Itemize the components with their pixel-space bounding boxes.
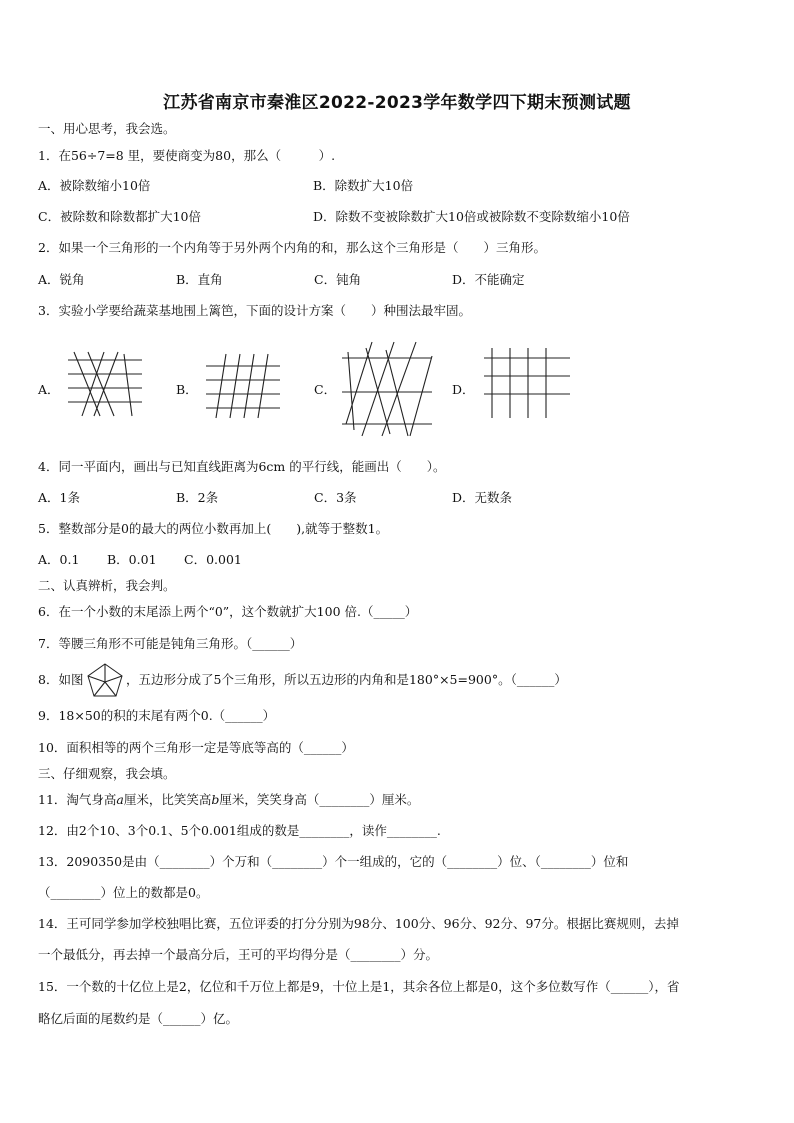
question-5-option-c[interactable]: C．0.001 bbox=[184, 552, 242, 567]
question-5-option-b[interactable]: B．0.01 bbox=[107, 552, 157, 567]
question-4-option-b[interactable]: B．2条 bbox=[176, 490, 219, 505]
fence-design-b-figure bbox=[204, 352, 282, 420]
question-4-option-d[interactable]: D．无数条 bbox=[452, 490, 513, 505]
section-1-heading: 一、用心思考，我会选。 bbox=[38, 121, 176, 136]
question-13-line-2: （________）位上的数都是0。 bbox=[38, 885, 209, 900]
fence-design-c-figure bbox=[340, 340, 434, 438]
question-2-option-a[interactable]: A．锐角 bbox=[38, 272, 85, 287]
question-1-option-d[interactable]: D．除数不变被除数扩大10倍或被除数不变除数缩小10倍 bbox=[313, 209, 630, 224]
variable-a: a bbox=[116, 792, 124, 807]
section-3-heading: 三、仔细观察，我会填。 bbox=[38, 766, 176, 781]
question-12: 12．由2个10、3个0.1、5个0.001组成的数是________，读作________. bbox=[38, 823, 441, 838]
question-3-option-a[interactable]: A． bbox=[38, 382, 60, 397]
question-2-stem: 2．如果一个三角形的一个内角等于另外两个内角的和，那么这个三角形是（ ）三角形。 bbox=[38, 240, 546, 255]
question-2-option-c[interactable]: C．钝角 bbox=[314, 272, 362, 287]
question-1-option-c[interactable]: C．被除数和除数都扩大10倍 bbox=[38, 209, 201, 224]
question-6: 6．在一个小数的末尾添上两个“0”，这个数就扩大100 倍.（_____） bbox=[38, 604, 418, 619]
fence-design-a-figure bbox=[66, 352, 144, 420]
question-4-stem: 4．同一平面内，画出与已知直线距离为6cm 的平行线，能画出（ ）。 bbox=[38, 459, 446, 474]
question-3-stem: 3．实验小学要给蔬菜基地围上篱笆，下面的设计方案（ ）种围法最牢固。 bbox=[38, 303, 471, 318]
section-2-heading: 二、认真辨析，我会判。 bbox=[38, 578, 176, 593]
variable-b: b bbox=[211, 792, 220, 807]
question-3-option-d[interactable]: D． bbox=[452, 382, 475, 397]
question-9: 9．18×50的积的末尾有两个0.（______） bbox=[38, 708, 276, 723]
question-15-line-2: 略亿后面的尾数约是（______）亿。 bbox=[38, 1011, 239, 1026]
question-15-line-1: 15．一个数的十亿位上是2，亿位和千万位上都是9，十位上是1，其余各位上都是0，这个多位数写作（______），省 bbox=[38, 979, 680, 994]
question-14-line-1: 14．王可同学参加学校独唱比赛，五位评委的打分分别为98分、100分、96分、92分、97分。根据比赛规则，去掉 bbox=[38, 916, 679, 931]
question-1-stem: 1．在56÷7=8 里，要使商变为80，那么（ ）. bbox=[38, 148, 336, 163]
question-5-option-a[interactable]: A．0.1 bbox=[38, 552, 80, 567]
question-2-option-d[interactable]: D．不能确定 bbox=[452, 272, 525, 287]
question-11-part-1: 11．淘气身高 bbox=[38, 792, 117, 807]
question-5-stem: 5．整数部分是0的最大的两位小数再加上( ),就等于整数1。 bbox=[38, 521, 389, 536]
fence-design-d-figure bbox=[480, 346, 574, 422]
question-4-option-a[interactable]: A．1条 bbox=[38, 490, 80, 505]
question-7: 7．等腰三角形不可能是钝角三角形。（______） bbox=[38, 636, 303, 651]
pentagon-figure bbox=[86, 662, 124, 698]
question-13-line-1: 13．2090350是由（________）个万和（________）个一组成的，它的（________）位、（________）位和 bbox=[38, 854, 629, 869]
question-2-option-b[interactable]: B．直角 bbox=[176, 272, 223, 287]
question-3-option-c[interactable]: C． bbox=[314, 382, 337, 397]
question-1-option-a[interactable]: A．被除数缩小10倍 bbox=[38, 178, 151, 193]
question-11-part-2: 厘米，比笑笑高 bbox=[123, 792, 212, 807]
question-4-option-c[interactable]: C．3条 bbox=[314, 490, 357, 505]
question-8-prefix: 8．如图 bbox=[38, 672, 84, 687]
page-title: 江苏省南京市秦淮区2022-2023学年数学四下期末预测试题 bbox=[163, 93, 631, 113]
question-10: 10．面积相等的两个三角形一定是等底等高的（______） bbox=[38, 740, 354, 755]
question-3-option-b[interactable]: B． bbox=[176, 382, 198, 397]
question-8-text: ，五边形分成了5个三角形，所以五边形的内角和是180°×5=900°。（______） bbox=[126, 672, 567, 687]
question-14-line-2: 一个最低分，再去掉一个最高分后，王可的平均得分是（________）分。 bbox=[38, 947, 439, 962]
question-1-option-b[interactable]: B．除数扩大10倍 bbox=[313, 178, 414, 193]
question-11-part-3: 厘米，笑笑身高（________）厘米。 bbox=[219, 792, 420, 807]
question-11 bbox=[38, 792, 419, 808]
